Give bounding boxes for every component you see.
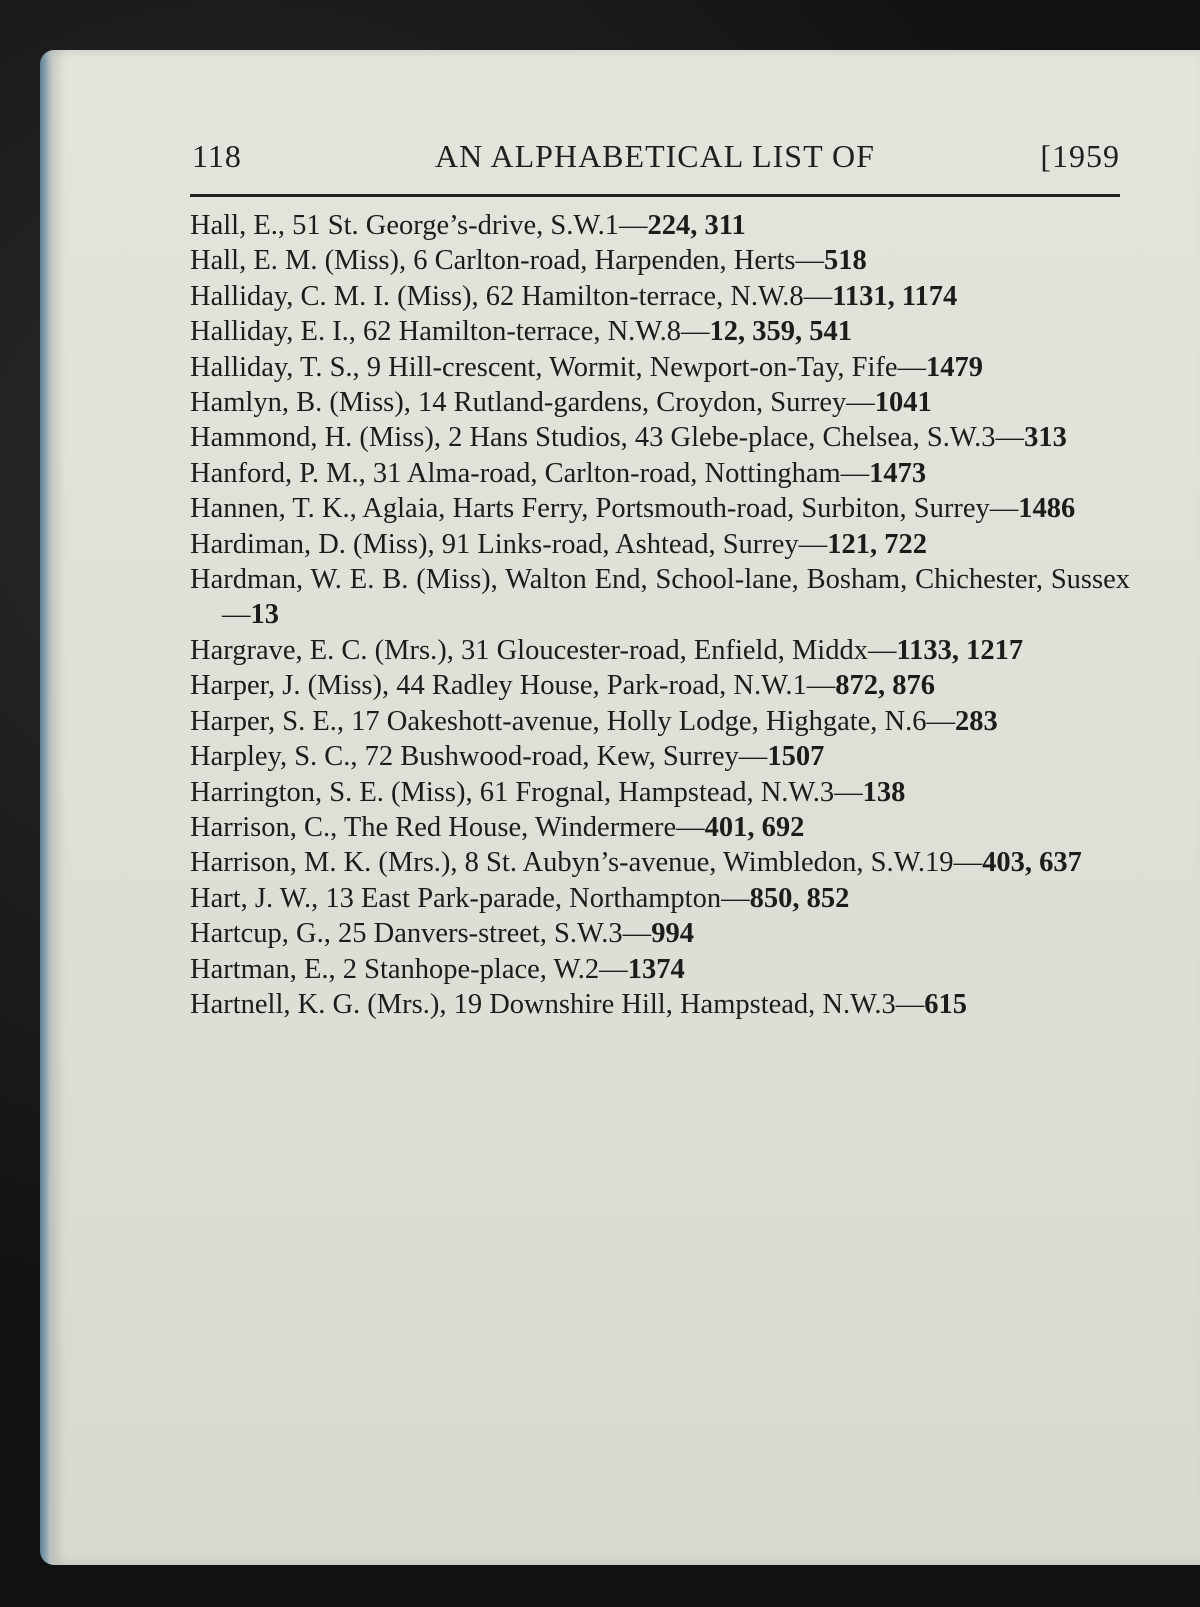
list-item <box>190 668 1130 703</box>
list-item <box>190 704 1130 739</box>
entry-text: Harrington, S. E. (Miss), 61 Frognal, Hampstead, N.W.3— <box>190 776 863 808</box>
entry-text: Hamlyn, B. (Miss), 14 Rutland-gardens, Croydon, Surrey— <box>190 387 875 419</box>
list-item <box>190 314 1130 349</box>
entry-text: Harpley, S. C., 72 Bushwood-road, Kew, Surrey— <box>190 741 768 773</box>
list-item <box>190 527 1130 562</box>
list-item <box>190 279 1130 314</box>
entry-refs: 1131, 1174 <box>832 280 958 312</box>
list-item <box>190 243 1130 278</box>
entry-list <box>190 208 1130 1022</box>
list-item <box>190 739 1130 774</box>
entry-refs: 872, 876 <box>835 670 936 702</box>
page-title: AN ALPHABETICAL LIST OF <box>435 138 875 174</box>
entry-refs: 13 <box>250 599 279 631</box>
entry-text: Hartcup, G., 25 Danvers-street, S.W.3— <box>190 918 652 950</box>
entry-text: Hammond, H. (Miss), 2 Hans Studios, 43 Glebe-place, Chelsea, S.W.3— <box>190 422 1025 454</box>
entry-text: Hartman, E., 2 Stanhope-place, W.2— <box>190 953 628 985</box>
entry-text: Halliday, C. M. I. (Miss), 62 Hamilton-terrace, N.W.8— <box>190 280 833 312</box>
entry-refs: 12, 359, 541 <box>709 316 852 348</box>
list-item <box>190 952 1130 987</box>
list-item <box>190 881 1130 916</box>
entry-refs: 1374 <box>627 953 685 985</box>
list-item <box>190 987 1130 1022</box>
list-item <box>190 633 1130 668</box>
entry-refs: 1507 <box>767 741 825 773</box>
entry-refs: 1133, 1217 <box>896 634 1024 666</box>
list-item <box>190 810 1130 845</box>
list-item <box>190 916 1130 951</box>
entry-text: Hanford, P. M., 31 Alma-road, Carlton-road, Nottingham— <box>190 457 870 489</box>
list-item <box>190 845 1130 880</box>
entry-text: Hartnell, K. G. (Mrs.), 19 Downshire Hill, Hampstead, N.W.3— <box>190 988 925 1020</box>
header-rule <box>190 194 1120 197</box>
entry-refs: 403, 637 <box>982 847 1082 879</box>
list-item <box>190 350 1130 385</box>
list-item <box>190 456 1130 491</box>
list-item <box>190 385 1130 420</box>
entry-text: Harper, J. (Miss), 44 Radley House, Park-road, N.W.1— <box>190 670 836 702</box>
entry-refs: 1486 <box>1018 493 1076 525</box>
entry-refs: 138 <box>862 776 906 808</box>
list-item <box>190 775 1130 810</box>
entry-text: Harrison, C., The Red House, Windermere— <box>190 811 705 843</box>
entry-text: Harper, S. E., 17 Oakeshott-avenue, Holly Lodge, Highgate, N.6— <box>190 705 956 737</box>
entry-refs: 401, 692 <box>704 811 805 843</box>
entry-refs: 1479 <box>926 351 984 383</box>
entry-refs: 994 <box>651 918 694 950</box>
entry-refs: 518 <box>824 245 867 277</box>
page-number: 118 <box>192 138 242 174</box>
entry-text: Hargrave, E. C. (Mrs.), 31 Gloucester-road, Enfield, Middx— <box>190 634 897 666</box>
entry-text: Hall, E. M. (Miss), 6 Carlton-road, Harpenden, Herts— <box>190 245 824 277</box>
entry-refs: 283 <box>955 705 998 737</box>
running-header <box>190 138 1120 178</box>
header-year: [1959 <box>1040 138 1120 174</box>
entry-text: Hall, E., 51 St. George’s-drive, S.W.1— <box>190 210 648 241</box>
entry-refs: 1041 <box>874 387 932 419</box>
list-item <box>190 562 1130 633</box>
entry-text: Hardiman, D. (Miss), 91 Links-road, Ashtead, Surrey— <box>190 528 828 560</box>
entry-text: Hart, J. W., 13 East Park-parade, Northampton— <box>190 882 750 914</box>
entry-refs: 224, 311 <box>647 210 746 241</box>
entry-text: Halliday, T. S., 9 Hill-crescent, Wormit, Newport-on-Tay, Fife— <box>190 351 927 383</box>
entry-refs: 313 <box>1024 422 1067 454</box>
entry-refs: 1473 <box>869 457 927 489</box>
entry-text: Harrison, M. K. (Mrs.), 8 St. Aubyn’s-avenue, Wimbledon, S.W.19— <box>190 847 983 879</box>
entry-refs: 615 <box>924 988 968 1020</box>
entry-refs: 121, 722 <box>827 528 927 560</box>
list-item <box>190 208 1130 243</box>
list-item <box>190 420 1130 455</box>
list-item <box>190 491 1130 526</box>
entry-refs: 850, 852 <box>749 882 850 914</box>
entry-text: Hannen, T. K., Aglaia, Harts Ferry, Portsmouth-road, Surbiton, Surrey— <box>190 493 1019 525</box>
entry-text: Halliday, E. I., 62 Hamilton-terrace, N.W.8— <box>190 316 710 348</box>
entry-text: Hardman, W. E. B. (Miss), Walton End, School-lane, Bosham, Chichester, Sussex— <box>190 564 1130 631</box>
